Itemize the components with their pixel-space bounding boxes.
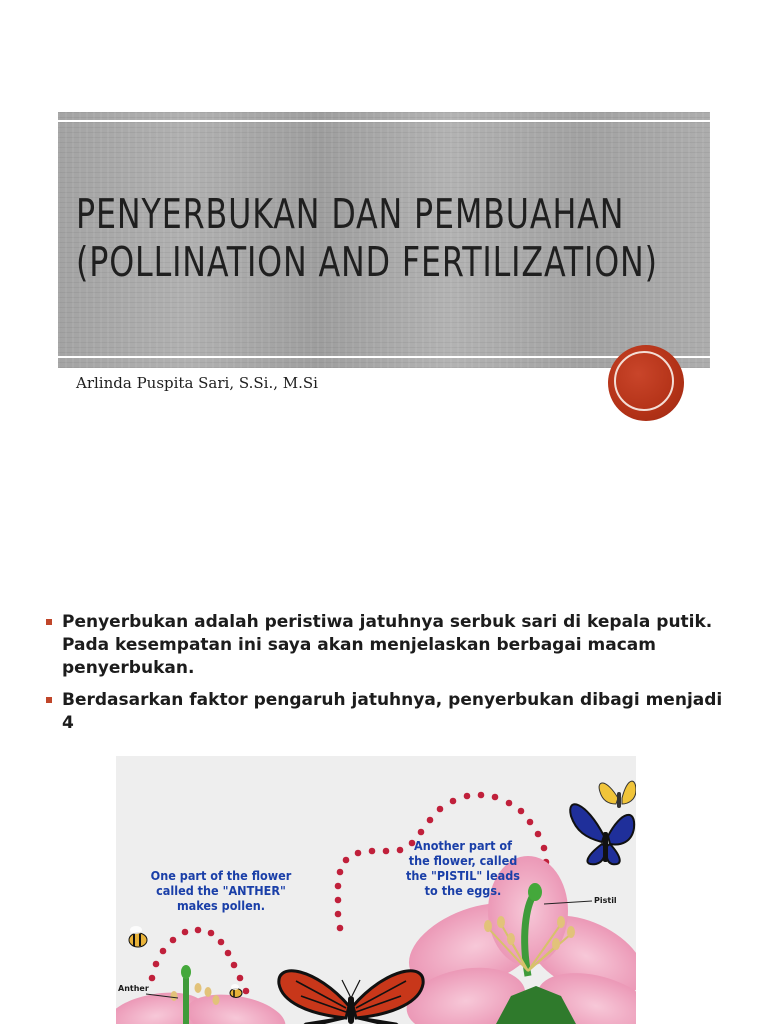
anther-caption-line: called the "ANTHER"	[156, 883, 286, 898]
bee-icon	[230, 984, 242, 998]
pollination-illustration	[116, 756, 636, 1024]
pistil-caption-line: the flower, called	[408, 853, 518, 868]
author-name: Arlinda Puspita Sari, S.Si., M.Si	[76, 374, 318, 392]
slide-title-line-2: (POLLINATION AND FERTILIZATION)	[76, 238, 658, 286]
pistil-caption	[398, 838, 528, 898]
bullet-marker-icon	[46, 619, 52, 625]
pistil-caption-line: the "PISTIL" leads	[406, 868, 520, 883]
decorative-medallion-icon	[608, 345, 684, 421]
pistil-caption-line: Another part of	[413, 838, 512, 853]
slide-title-line-1: PENYERBUKAN DAN PEMBUAHAN	[76, 190, 625, 238]
bullet-text: Penyerbukan adalah peristiwa jatuhnya serbuk sari di kepala putik. Pada kesempatan ini saya akan menjelaskan berbagai macam penyerbukan.	[62, 612, 713, 678]
slide-title	[76, 190, 658, 286]
bee-icon	[129, 926, 147, 947]
anther-caption-line: One part of the flower	[150, 868, 292, 883]
bullet-item	[46, 689, 736, 735]
bullet-list	[46, 611, 736, 744]
medallion-ring	[614, 351, 674, 411]
bullet-text: Berdasarkan faktor pengaruh jatuhnya, penyerbukan dibagi menjadi 4	[62, 690, 723, 733]
anther-caption	[146, 868, 296, 913]
pistil-caption-line: to the eggs.	[424, 883, 502, 898]
bullet-marker-icon	[46, 697, 52, 703]
left-flower	[116, 965, 289, 1024]
anther-caption-line: makes pollen.	[176, 898, 266, 913]
monarch-butterfly-icon	[279, 971, 423, 1024]
yellow-butterfly-icon	[599, 781, 636, 808]
banner-top-rule	[58, 120, 710, 122]
banner-bottom-rule	[58, 356, 710, 358]
blue-butterfly-icon	[570, 804, 634, 864]
anther-label: Anther	[118, 984, 149, 993]
bullet-item	[46, 611, 736, 680]
pistil-label: Pistil	[594, 896, 617, 905]
